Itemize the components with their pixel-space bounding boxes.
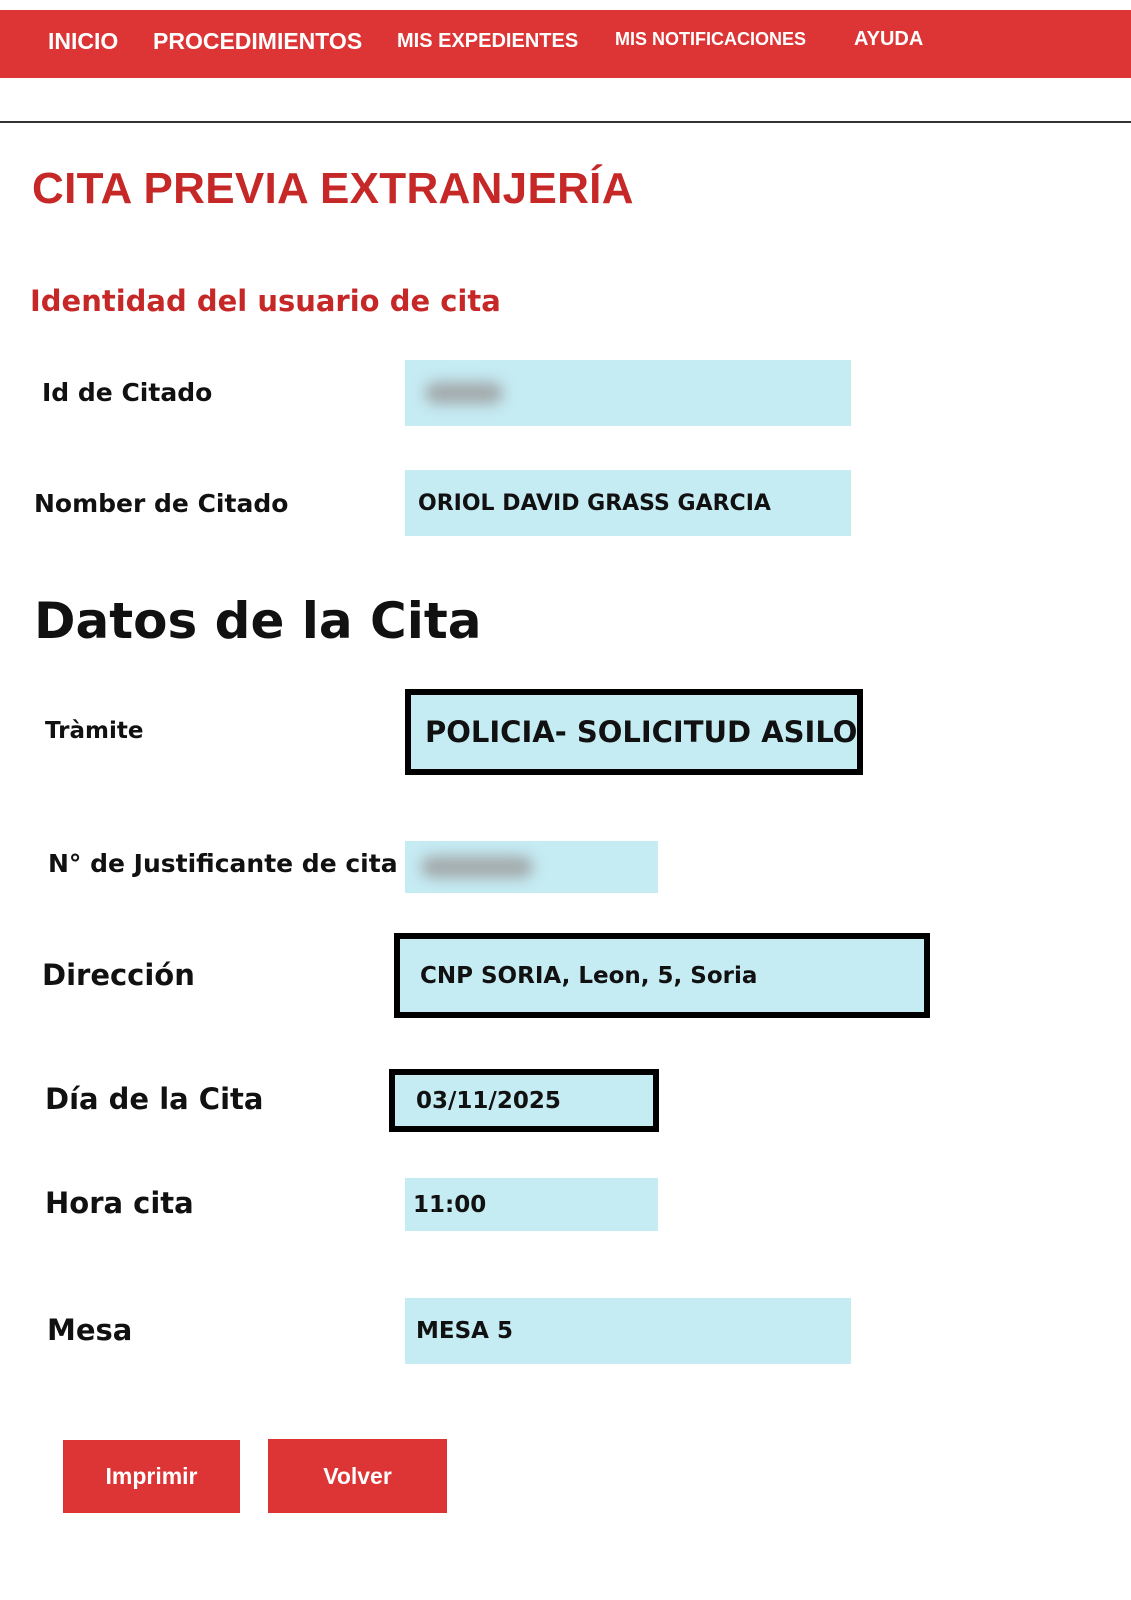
id-citado-field [405, 360, 851, 426]
hora-cita-label: Hora cita [45, 1186, 194, 1220]
id-citado-label: Id de Citado [42, 378, 213, 407]
hora-cita-field [405, 1178, 658, 1231]
direccion-field [394, 933, 930, 1018]
header-divider [0, 121, 1131, 123]
nombre-citado-label: Nomber de Citado [34, 489, 289, 518]
redacted-id-value [425, 382, 503, 404]
dia-cita-field [389, 1069, 659, 1132]
nombre-citado-value: ORIOL DAVID GRASS GARCIA [418, 490, 771, 516]
nav-item-procedimientos[interactable]: PROCEDIMIENTOS [153, 28, 363, 54]
dia-cita-value: 03/11/2025 [416, 1087, 561, 1114]
nav-item-inicio[interactable]: INICIO [48, 28, 119, 54]
direccion-label: Dirección [42, 958, 195, 992]
redacted-justificante-value [421, 856, 533, 878]
print-button[interactable]: Imprimir [63, 1440, 240, 1513]
back-button[interactable]: Volver [268, 1439, 447, 1513]
dia-cita-label: Día de la Cita [45, 1082, 264, 1116]
nav-item-mis-notificaciones[interactable]: MIS NOTIFICACIONES [615, 29, 807, 49]
hora-cita-value: 11:00 [413, 1191, 487, 1218]
mesa-label: Mesa [47, 1313, 133, 1347]
tramite-field [405, 689, 863, 775]
nav-item-ayuda[interactable]: AYUDA [854, 28, 924, 50]
justificante-field [405, 841, 658, 893]
tramite-value: POLICIA- SOLICITUD ASILO [425, 715, 858, 749]
nombre-citado-field [405, 470, 851, 536]
tramite-label: Tràmite [45, 718, 144, 744]
nav-item-mis-expedientes[interactable]: MIS EXPEDIENTES [397, 30, 579, 52]
page-title: CITA PREVIA EXTRANJERÍA [32, 164, 634, 213]
direccion-value: CNP SORIA, Leon, 5, Soria [420, 962, 758, 989]
identity-section-heading: Identidad del usuario de cita [30, 284, 501, 318]
mesa-value: MESA 5 [416, 1318, 513, 1344]
justificante-label: N° de Justificante de cita [48, 849, 398, 878]
appointment-section-heading: Datos de la Cita [34, 592, 482, 650]
top-navbar [0, 10, 1131, 78]
mesa-field [405, 1298, 851, 1364]
